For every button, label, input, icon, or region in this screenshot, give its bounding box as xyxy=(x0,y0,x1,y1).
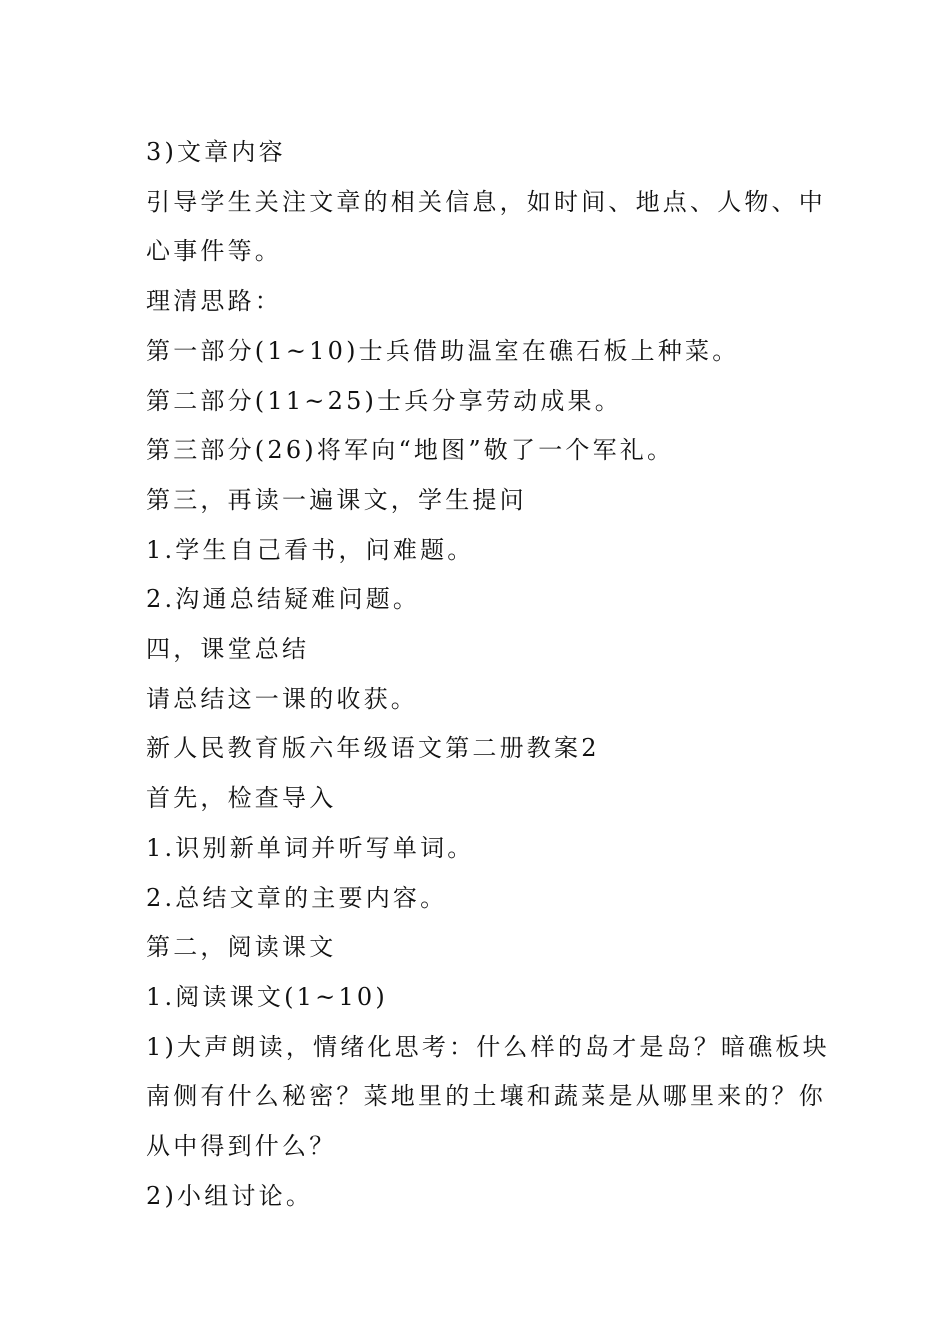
document-page xyxy=(146,128,830,1221)
text-line: 第三，再读一遍课文，学生提问 xyxy=(146,485,527,514)
text-line: 第二，阅读课文 xyxy=(146,933,337,962)
text-line: 第三部分(26)将军向“地图”敬了一个军礼。 xyxy=(146,436,675,465)
section-title: 新人民教育版六年级语文第二册教案2 xyxy=(146,734,600,763)
text-line: 第一部分(1~10)士兵借助温室在礁石板上种菜。 xyxy=(146,336,740,365)
text-line: 理清思路： xyxy=(146,287,282,316)
text-line: 2.沟通总结疑难问题。 xyxy=(146,585,421,614)
text-line: 请总结这一课的收获。 xyxy=(146,684,418,713)
text-line: 首先，检查导入 xyxy=(146,784,337,813)
text-line: 第二部分(11~25)士兵分享劳动成果。 xyxy=(146,386,622,415)
text-line: 1.学生自己看书，问难题。 xyxy=(146,535,475,564)
text-line: 南侧有什么秘密？菜地里的土壤和蔬菜是从哪里来的？你 xyxy=(146,1082,826,1111)
text-line: 2.总结文章的主要内容。 xyxy=(146,883,448,912)
text-line: 1)大声朗读，情绪化思考：什么样的岛才是岛？暗礁板块 xyxy=(146,1032,830,1061)
text-line: 从中得到什么？ xyxy=(146,1132,337,1161)
text-line: 心事件等。 xyxy=(146,237,282,266)
text-line: 2)小组讨论。 xyxy=(146,1181,314,1210)
text-line: 3)文章内容 xyxy=(146,138,286,166)
text-line: 1.识别新单词并听写单词。 xyxy=(146,833,475,862)
text-line: 四，课堂总结 xyxy=(146,635,310,664)
text-line: 引导学生关注文章的相关信息，如时间、地点、人物、中 xyxy=(146,187,826,216)
text-line: 1.阅读课文(1~10) xyxy=(146,982,388,1011)
